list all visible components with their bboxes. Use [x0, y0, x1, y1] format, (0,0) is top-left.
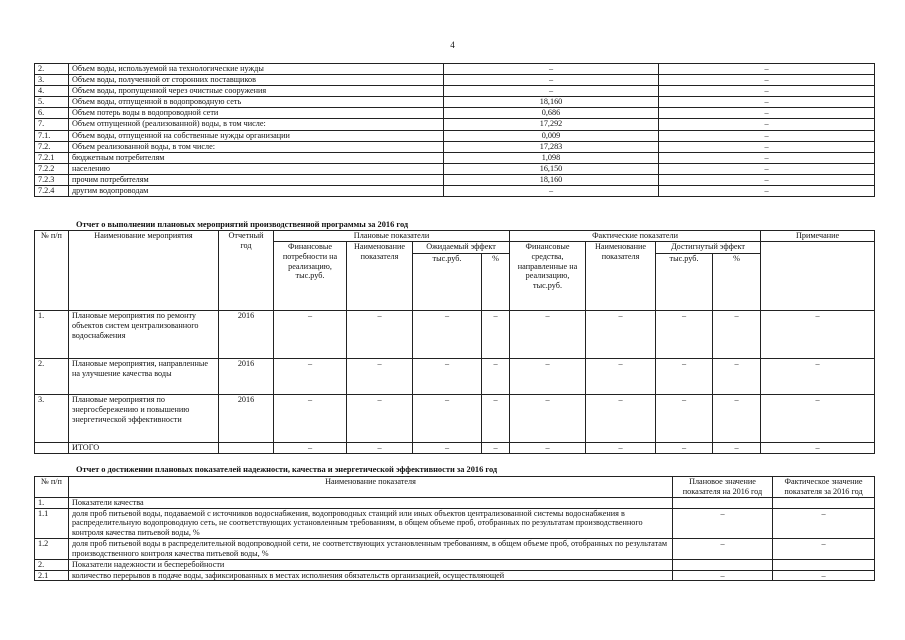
dash-cell: –	[761, 394, 875, 442]
table-row	[35, 394, 875, 442]
header-num: № п/п	[35, 231, 69, 311]
header-fact-value: Фактическое значение показателя за 2016 год	[773, 477, 875, 498]
row-value: –	[444, 186, 659, 197]
dash-cell: –	[482, 442, 510, 453]
table-row	[35, 141, 875, 152]
row-value: 16,150	[444, 163, 659, 174]
row-number: 1.	[35, 310, 69, 358]
header-indicator-actual: Наименование показателя	[586, 241, 656, 310]
dash-cell: –	[274, 442, 347, 453]
row-value: –	[659, 97, 875, 108]
table-row	[35, 86, 875, 97]
plan-value: –	[673, 570, 773, 581]
row-name: бюджетным потребителям	[69, 152, 444, 163]
header-fin-actual: Финансовые средства, направленные на реализацию, тыс.руб.	[510, 241, 586, 310]
row-value: 17,283	[444, 141, 659, 152]
measure-year: 2016	[219, 394, 274, 442]
row-number: 7.2.3	[35, 174, 69, 185]
row-name: населению	[69, 163, 444, 174]
row-name: Объем реализованной воды, в том числе:	[69, 141, 444, 152]
row-value: –	[659, 174, 875, 185]
row-value: 1,098	[444, 152, 659, 163]
row-name: Объем потерь воды в водопроводной сети	[69, 108, 444, 119]
table-row	[35, 174, 875, 185]
table-row	[35, 559, 875, 570]
row-value: 18,160	[444, 174, 659, 185]
header-actual: Фактические показатели	[510, 231, 761, 242]
dash-cell: –	[347, 442, 413, 453]
row-value: –	[659, 141, 875, 152]
measure-year: 2016	[219, 310, 274, 358]
dash-cell: –	[656, 310, 713, 358]
dash-cell: –	[510, 394, 586, 442]
header-measure-name: Наименование мероприятия	[69, 231, 219, 311]
row-number: 1.2	[35, 539, 69, 560]
dash-cell: –	[510, 442, 586, 453]
header-indicator-plan: Наименование показателя	[347, 241, 413, 310]
empty-cell	[219, 442, 274, 453]
dash-cell: –	[713, 394, 761, 442]
row-value: –	[444, 86, 659, 97]
table-row	[35, 358, 875, 394]
reliability-report-title: Отчет о достижении плановых показателей надежности, качества и энергетической эффективности за 2016 год	[76, 465, 498, 474]
row-number: 7.	[35, 119, 69, 130]
dash-cell: –	[586, 442, 656, 453]
dash-cell: –	[586, 358, 656, 394]
program-report-title: Отчет о выполнении плановых мероприятий производственной программы за 2016 год	[76, 220, 409, 229]
row-number: 7.1.	[35, 130, 69, 141]
measure-year: 2016	[219, 358, 274, 394]
fact-value	[773, 559, 875, 570]
dash-cell: –	[761, 442, 875, 453]
row-value: –	[444, 75, 659, 86]
row-value: –	[659, 152, 875, 163]
page-number: 4	[450, 40, 455, 50]
dash-cell: –	[713, 358, 761, 394]
row-number	[35, 442, 69, 453]
row-number: 4.	[35, 86, 69, 97]
water-volume-table	[34, 63, 875, 197]
table-row	[35, 310, 875, 358]
plan-value: –	[673, 539, 773, 560]
indicator-name: доля проб питьевой воды, подаваемой с источников водоснабжения, водопроводных станций или иных объектов централизованной системы водоснабжения в распределительную водопроводную сеть, не соответствующих установленным требованиям, в общем объеме проб, отобранных по результатам производственного контроля качества питьевой воды, %	[69, 508, 673, 539]
header-year: Отчетный год	[219, 231, 274, 311]
table-row	[35, 152, 875, 163]
table-row	[35, 75, 875, 86]
table-row	[35, 108, 875, 119]
row-number: 3.	[35, 75, 69, 86]
row-number: 2.	[35, 559, 69, 570]
row-name: Объем отпущенной (реализованной) воды, в том числе:	[69, 119, 444, 130]
header-note-empty	[761, 241, 875, 310]
fact-value: –	[773, 570, 875, 581]
plan-value	[673, 559, 773, 570]
dash-cell: –	[413, 442, 482, 453]
table-row	[35, 97, 875, 108]
dash-cell: –	[413, 358, 482, 394]
indicator-name: доля проб питьевой воды в распределительной водопроводной сети, не соответствующих установленным требованиям, в общем объеме проб, отобранных по результатам производственного контроля качества питьевой воды, %	[69, 539, 673, 560]
row-number: 2.	[35, 358, 69, 394]
row-number: 7.2.4	[35, 186, 69, 197]
row-number: 7.2.1	[35, 152, 69, 163]
dash-cell: –	[761, 310, 875, 358]
indicator-name: количество перерывов в подаче воды, зафиксированных в местах исполнения обязательств организацией, осуществляющей	[69, 570, 673, 581]
header-indicator-name: Наименование показателя	[69, 477, 673, 498]
dash-cell: –	[656, 358, 713, 394]
measure-name: Плановые мероприятия, направленные на улучшение качества воды	[69, 358, 219, 394]
row-value: –	[659, 86, 875, 97]
header-expected-effect: Ожидаемый эффект	[413, 241, 510, 253]
plan-value	[673, 497, 773, 508]
row-number: 3.	[35, 394, 69, 442]
row-number: 5.	[35, 97, 69, 108]
row-number: 2.1	[35, 570, 69, 581]
row-value: –	[659, 130, 875, 141]
row-name: Объем воды, отпущенной на собственные нужды организации	[69, 130, 444, 141]
table-row	[35, 539, 875, 560]
row-value: –	[659, 119, 875, 130]
table-row	[35, 64, 875, 75]
total-row	[35, 442, 875, 453]
row-value: 0,686	[444, 108, 659, 119]
header-percent-plan: %	[482, 253, 510, 310]
row-number: 6.	[35, 108, 69, 119]
row-number: 1.	[35, 497, 69, 508]
table-row	[35, 508, 875, 539]
dash-cell: –	[482, 358, 510, 394]
row-value: 0,009	[444, 130, 659, 141]
dash-cell: –	[656, 442, 713, 453]
total-label: ИТОГО	[69, 442, 219, 453]
row-name: Объем воды, отпущенной в водопроводную сеть	[69, 97, 444, 108]
dash-cell: –	[274, 394, 347, 442]
row-number: 1.1	[35, 508, 69, 539]
row-value: 17,292	[444, 119, 659, 130]
row-number: 2.	[35, 64, 69, 75]
indicator-name: Показатели качества	[69, 497, 673, 508]
dash-cell: –	[413, 394, 482, 442]
dash-cell: –	[586, 394, 656, 442]
dash-cell: –	[274, 310, 347, 358]
header-thous-rub-plan: тыс.руб.	[413, 253, 482, 310]
dash-cell: –	[510, 358, 586, 394]
table-row	[35, 119, 875, 130]
row-name: прочим потребителям	[69, 174, 444, 185]
dash-cell: –	[761, 358, 875, 394]
header-achieved-effect: Достигнутый эффект	[656, 241, 761, 253]
header-num: № п/п	[35, 477, 69, 498]
header-percent-actual: %	[713, 253, 761, 310]
header-note: Примечание	[761, 231, 875, 242]
fact-value: –	[773, 539, 875, 560]
dash-cell: –	[713, 310, 761, 358]
row-value: –	[659, 186, 875, 197]
row-name: Объем воды, пропущенной через очистные сооружения	[69, 86, 444, 97]
header-plan-value: Плановое значение показателя на 2016 год	[673, 477, 773, 498]
row-number: 7.2.2	[35, 163, 69, 174]
row-value: –	[659, 108, 875, 119]
reliability-indicators-table	[34, 476, 875, 581]
row-value: 18,160	[444, 97, 659, 108]
planned-measures-table	[34, 230, 875, 454]
table-row	[35, 163, 875, 174]
header-planned: Плановые показатели	[274, 231, 510, 242]
dash-cell: –	[510, 310, 586, 358]
plan-value: –	[673, 508, 773, 539]
dash-cell: –	[347, 394, 413, 442]
table-row	[35, 130, 875, 141]
row-value: –	[444, 64, 659, 75]
row-name: Объем воды, используемой на технологические нужды	[69, 64, 444, 75]
dash-cell: –	[586, 310, 656, 358]
row-value: –	[659, 64, 875, 75]
row-value: –	[659, 75, 875, 86]
row-number: 7.2.	[35, 141, 69, 152]
header-fin-plan: Финансовые потребности на реализацию, тыс.руб.	[274, 241, 347, 310]
table-row	[35, 186, 875, 197]
row-name: другим водопроводам	[69, 186, 444, 197]
dash-cell: –	[274, 358, 347, 394]
header-thous-rub-actual: тыс.руб.	[656, 253, 713, 310]
dash-cell: –	[656, 394, 713, 442]
fact-value	[773, 497, 875, 508]
measure-name: Плановые мероприятия по энергосбережению и повышению энергетической эффективности	[69, 394, 219, 442]
dash-cell: –	[482, 394, 510, 442]
measure-name: Плановые мероприятия по ремонту объектов систем централизованного водоснабжения	[69, 310, 219, 358]
fact-value: –	[773, 508, 875, 539]
table-row	[35, 570, 875, 581]
row-value: –	[659, 163, 875, 174]
dash-cell: –	[347, 310, 413, 358]
dash-cell: –	[413, 310, 482, 358]
row-name: Объем воды, полученной от сторонних поставщиков	[69, 75, 444, 86]
table-row	[35, 497, 875, 508]
indicator-name: Показатели надежности и бесперебойности	[69, 559, 673, 570]
dash-cell: –	[347, 358, 413, 394]
dash-cell: –	[482, 310, 510, 358]
dash-cell: –	[713, 442, 761, 453]
